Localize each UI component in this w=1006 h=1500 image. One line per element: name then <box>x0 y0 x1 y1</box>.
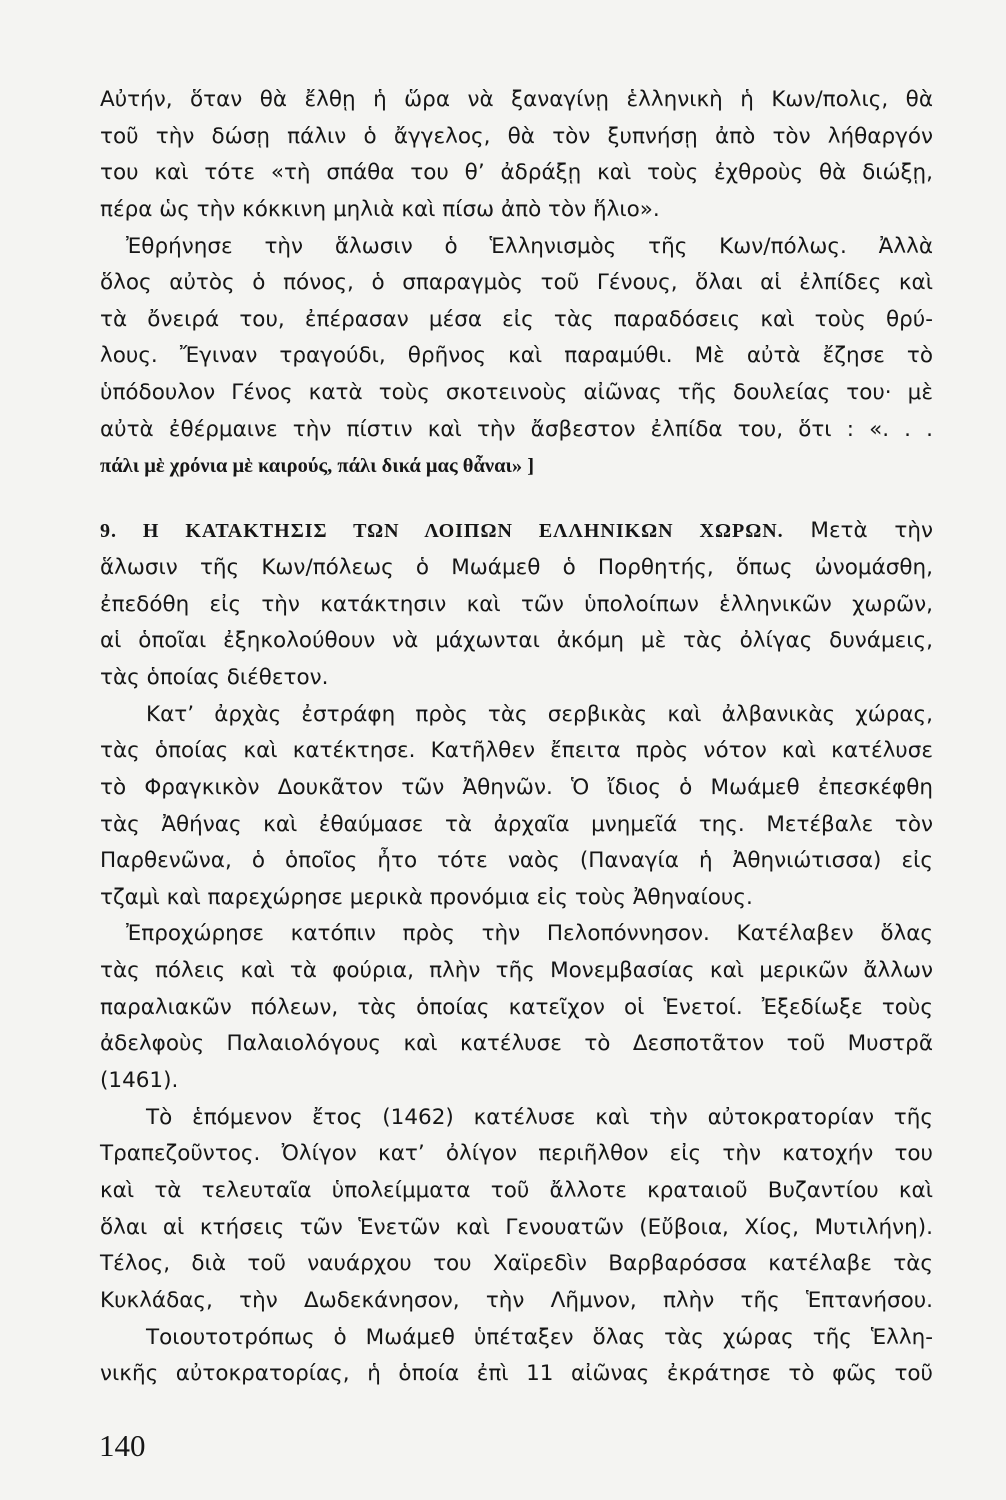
text-line: τζαμὶ καὶ παρεχώρησε μερικὰ προνόμια εἰς τοὺς Ἀθηναίους. <box>100 884 753 910</box>
text-line: πέρα ὡς τὴν κόκκινη μηλιὰ καὶ πίσω ἀπὸ τὸν ἥλιο». <box>100 196 660 222</box>
text-line: Αὐτήν, ὅταν θὰ ἔλθῃ ἡ ὥρα νὰ ξαναγίνῃ ἑλληνικὴ ἡ Κων/πολις, θὰ <box>100 87 933 112</box>
text-line: ἅλωσιν τῆς Κων/πόλεως ὁ Μωάμεθ ὁ Πορθητής, ὅπως ὠνομάσθη, <box>100 555 933 581</box>
text-line: Τοιουτοτρόπως ὁ Μωάμεθ ὑπέταξεν ὅλας τὰς χώρας τῆς Ἑλλη- <box>146 1324 933 1350</box>
paragraph <box>100 916 933 1099</box>
text-line: αὐτὰ ἐθέρμαινε τὴν πίστιν καὶ τὴν ἄσβεστον ἐλπίδα του, ὅτι : «. . . <box>100 416 933 442</box>
text-line: Παρθενῶνα, ὁ ὁποῖος ἦτο τότε ναὸς (Παναγία ἡ Ἀθηνιώτισσα) εἰς <box>100 848 933 874</box>
text-line: καὶ τὰ τελευταῖα ὑπολείμματα τοῦ ἄλλοτε κραταιοῦ Βυζαντίου καὶ <box>100 1177 933 1203</box>
text-line: Τὸ ἑπόμενον ἔτος (1462) κατέλυσε καὶ τὴν αὐτοκρατορίαν τῆς <box>146 1104 933 1130</box>
paragraph <box>100 1320 933 1393</box>
page-number: 140 <box>99 1428 146 1463</box>
text-line: τὰς πόλεις καὶ τὰ φούρια, πλὴν τῆς Μονεμβασίας καὶ μερικῶν ἄλλων <box>100 958 933 984</box>
paragraph <box>100 229 933 485</box>
text-line: ὅλος αὐτὸς ὁ πόνος, ὁ σπαραγμὸς τοῦ Γένους, ὅλαι αἱ ἐλπίδες καὶ <box>100 270 933 296</box>
text-line: ἀδελφοὺς Παλαιολόγους καὶ κατέλυσε τὸ Δεσποτᾶτον τοῦ Μυστρᾶ <box>100 1031 933 1057</box>
section-lead-text: Μετὰ τὴν <box>810 518 933 544</box>
body-text <box>100 82 933 1393</box>
text-line: Ἐπροχώρησε κατόπιν πρὸς τὴν Πελοπόννησον. Κατέλαβεν ὅλας <box>126 921 933 947</box>
text-line: τὸ Φραγκικὸν Δουκᾶτον τῶν Ἀθηνῶν. Ὁ ἴδιος ὁ Μωάμεθ ἐπεσκέφθη <box>100 774 933 800</box>
quote-line: πάλι μὲ χρόνια μὲ καιρούς, πάλι δικά μας θἆναι» ] <box>100 455 535 478</box>
text-line: τοῦ τὴν δώσῃ πάλιν ὁ ἄγγελος, θὰ τὸν ξυπνήσῃ ἀπὸ τὸν λήθαργόν <box>100 123 933 149</box>
section-heading: 9. Η ΚΑΤΑΚΤΗΣΙΣ ΤΩΝ ΛΟΙΠΩΝ ΕΛΛΗΝΙΚΩΝ ΧΩΡΩΝ. <box>100 520 784 543</box>
text-line: ἐπεδόθη εἰς τὴν κατάκτησιν καὶ τῶν ὑπολοίπων ἑλληνικῶν χωρῶν, <box>100 591 933 617</box>
paragraph <box>100 513 933 696</box>
text-line: αἱ ὁποῖαι ἐξηκολούθουν νὰ μάχωνται ἀκόμη μὲ τὰς ὀλίγας δυνάμεις, <box>100 628 933 654</box>
paragraph <box>100 1100 933 1320</box>
text-line: Κυκλάδας, τὴν Δωδεκάνησον, τὴν Λῆμνον, πλὴν τῆς Ἑπτανήσου. <box>100 1287 933 1313</box>
text-line: (1461). <box>100 1068 179 1094</box>
text-line: ὑπόδουλον Γένος κατὰ τοὺς σκοτεινοὺς αἰῶνας τῆς δουλείας του· μὲ <box>100 380 933 406</box>
text-line: Τέλος, διὰ τοῦ ναυάρχου του Χαϊρεδὶν Βαρβαρόσσα κατέλαβε τὰς <box>100 1251 933 1277</box>
text-line: Ἐθρήνησε τὴν ἅλωσιν ὁ Ἑλληνισμὸς τῆς Κων/πόλως. Ἀλλὰ <box>126 233 933 259</box>
text-line: του καὶ τότε «τὴ σπάθα του θ’ ἀδράξῃ καὶ τοὺς ἐχθροὺς θὰ διώξῃ, <box>100 160 933 186</box>
paragraph <box>100 697 933 917</box>
section-heading-line <box>100 513 933 550</box>
text-line: Τραπεζοῦντος. Ὀλίγον κατ’ ὀλίγον περιῆλθον εἰς τὴν κατοχήν του <box>100 1141 933 1167</box>
text-line: ὅλαι αἱ κτήσεις τῶν Ἑνετῶν καὶ Γενουατῶν (Εὔβοια, Χίος, Μυτιλήνη). <box>100 1214 933 1240</box>
text-line: λους. Ἔγιναν τραγούδι, θρῆνος καὶ παραμύθι. Μὲ αὐτὰ ἔζησε τὸ <box>100 343 933 369</box>
text-line: τὰς Ἀθήνας καὶ ἐθαύμασε τὰ ἀρχαῖα μνημεῖά της. Μετέβαλε τὸν <box>100 811 933 837</box>
text-line: νικῆς αὐτοκρατορίας, ἡ ὁποία ἐπὶ 11 αἰῶνας ἐκράτησε τὸ φῶς τοῦ <box>100 1361 933 1387</box>
text-line: τὰς ὁποίας διέθετον. <box>100 665 329 690</box>
text-line: τὰ ὄνειρά του, ἐπέρασαν μέσα εἰς τὰς παραδόσεις καὶ τοὺς θρύ- <box>100 306 933 332</box>
text-line: παραλιακῶν πόλεων, τὰς ὁποίας κατεῖχον οἱ Ἑνετοί. Ἐξεδίωξε τοὺς <box>100 994 933 1020</box>
text-line: τὰς ὁποίας καὶ κατέκτησε. Κατῆλθεν ἔπειτα πρὸς νότον καὶ κατέλυσε <box>100 738 933 764</box>
paragraph <box>100 82 933 229</box>
text-line: Κατ’ ἀρχὰς ἐστράφη πρὸς τὰς σερβικὰς καὶ ἀλβανικὰς χώρας, <box>146 701 933 727</box>
